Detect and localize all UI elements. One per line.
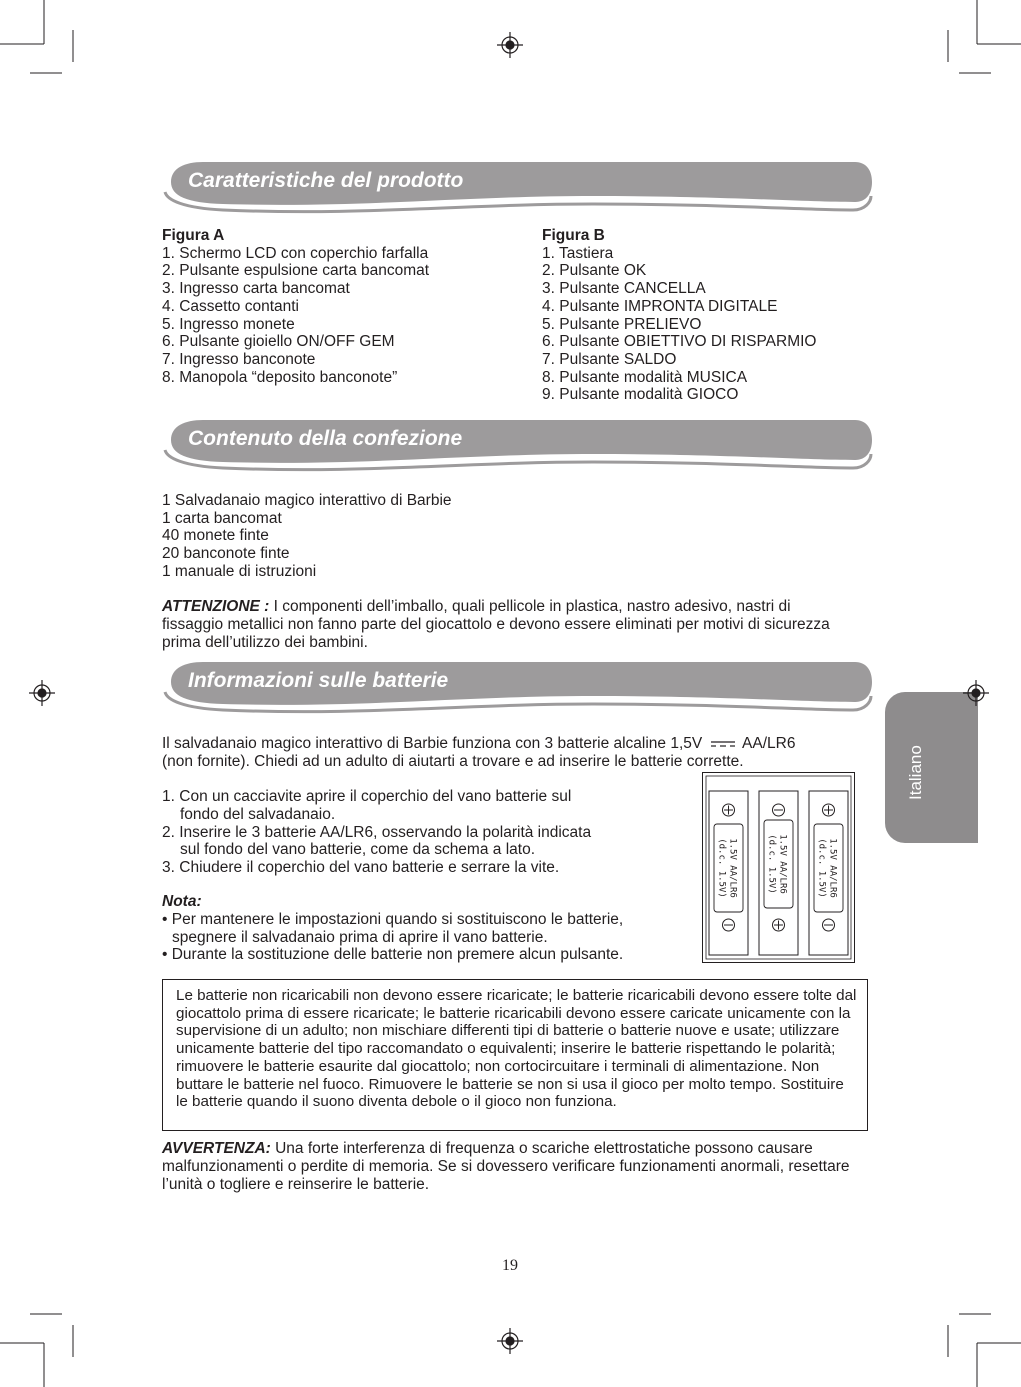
section-title: Informazioni sulle batterie bbox=[188, 669, 449, 692]
avvertenza-text: Una forte interferenza di frequenza o scariche elettrostatiche possono causare malfunzionamenti o perdite di memoria. Se si dovessero verificare funzionamenti anormali, resettare l’unità o togliere e reinserire le batterie. bbox=[162, 1140, 850, 1193]
cell-type: AA/LR6 bbox=[727, 865, 738, 898]
list-item: 3. Ingresso carta bancomat bbox=[162, 280, 350, 298]
list-item: 1 carta bancomat bbox=[162, 509, 282, 527]
svg-text:1.5V AA/LR6 bbox=[728, 838, 738, 898]
battery-intro-line2: (non fornite). Chiedi ad un adulto di aiutarti a trovare e ad inserire le batterie corrette. bbox=[162, 752, 744, 770]
list-item: 1 manuale di istruzioni bbox=[162, 562, 317, 580]
step-number: 1. bbox=[162, 788, 175, 805]
avvertenza-label: AVVERTENZA: bbox=[162, 1140, 271, 1157]
list-item: 7. Pulsante SALDO bbox=[542, 350, 677, 368]
note-bullet: • Per mantenere le impostazioni quando si sostituiscono le batterie, bbox=[162, 910, 624, 928]
section-header-features bbox=[163, 160, 873, 218]
attention-label: ATTENZIONE : bbox=[162, 598, 270, 615]
list-item: 1. Schermo LCD con coperchio farfalla bbox=[162, 244, 429, 262]
battery-compartment-diagram bbox=[702, 772, 855, 963]
list-item: 8. Manopola “deposito banconote” bbox=[162, 368, 398, 386]
cell-voltage: 1.5V bbox=[777, 834, 788, 856]
figure-a-heading: Figura A bbox=[162, 227, 225, 244]
section-title: Caratteristiche del prodotto bbox=[188, 169, 464, 192]
step-number: 3. bbox=[162, 859, 175, 877]
cell-voltage: 1.5V bbox=[727, 838, 738, 860]
step-text: sul fondo del vano batterie, come da schema a lato. bbox=[180, 841, 535, 859]
language-tab-label: Italiano bbox=[906, 745, 925, 800]
page-number: 19 bbox=[502, 1257, 518, 1274]
avvertenza-paragraph bbox=[162, 1140, 870, 1193]
battery-steps bbox=[162, 788, 682, 877]
list-item: 2. Pulsante espulsione carta bancomat bbox=[162, 262, 430, 280]
list-item: 4. Cassetto contanti bbox=[162, 297, 299, 315]
figure-b-heading: Figura B bbox=[542, 227, 605, 244]
step-text: Inserire le 3 batterie AA/LR6, osservando la polarità indicata bbox=[179, 823, 592, 841]
list-item: 8. Pulsante modalità MUSICA bbox=[542, 368, 748, 386]
list-item: 40 monete finte bbox=[162, 527, 269, 545]
note-bullet-continued: spegnere il salvadanaio prima di aprire il vano batterie. bbox=[172, 928, 548, 946]
svg-text:1.5V AA/LR6 bbox=[828, 838, 838, 898]
list-item: 9. Pulsante modalità GIOCO bbox=[542, 386, 739, 404]
note-label: Nota: bbox=[162, 893, 202, 910]
figure-a-list bbox=[162, 227, 429, 386]
cell-dc: (d.c. 1.5V) bbox=[716, 838, 727, 898]
list-item: 6. Pulsante OBIETTIVO DI RISPARMIO bbox=[542, 333, 817, 351]
battery-intro bbox=[162, 735, 862, 771]
section-title: Contenuto della confezione bbox=[188, 427, 463, 450]
cell-voltage: 1.5V bbox=[827, 838, 838, 860]
package-contents-list bbox=[162, 492, 452, 581]
dc-symbol-icon bbox=[709, 739, 737, 749]
cell-type: AA/LR6 bbox=[827, 865, 838, 898]
note-bullet: • Durante la sostituzione delle batterie non premere alcun pulsante. bbox=[162, 946, 624, 964]
list-item: 1. Tastiera bbox=[542, 244, 614, 262]
cell-dc: (d.c. 1.5V) bbox=[766, 834, 777, 894]
attention-text: I componenti dell’imballo, quali pellicole in plastica, nastro adesivo, nastri di fissaggio metallici non fanno parte del giocattolo e devono essere eliminati per motivi di sicurezza prima dell’utilizzo dei bambini. bbox=[162, 598, 830, 651]
step-text: Con un cacciavite aprire il coperchio del vano batterie sul bbox=[179, 788, 572, 805]
registration-mark-icon bbox=[962, 679, 990, 707]
list-item: 4. Pulsante IMPRONTA DIGITALE bbox=[542, 297, 778, 315]
battery-intro-text: Il salvadanaio magico interattivo di Barbie funziona con 3 batterie alcaline 1,5V bbox=[162, 735, 703, 752]
list-item: 5. Ingresso monete bbox=[162, 315, 295, 333]
list-item: 20 banconote finte bbox=[162, 545, 290, 563]
step-number: 2. bbox=[162, 823, 175, 841]
battery-type: AA/LR6 bbox=[742, 735, 796, 752]
list-item: 1 Salvadanaio magico interattivo di Barbie bbox=[162, 492, 452, 509]
cell-dc: (d.c. 1.5V) bbox=[816, 838, 827, 898]
list-item: 6. Pulsante gioiello ON/OFF GEM bbox=[162, 333, 395, 351]
battery-warning-text: Le batterie non ricaricabili non devono essere ricaricate; le batterie ricaricabili devono essere tolte dal giocattolo prima di essere ricaricate; le batterie ricaricabili devono essere caricate unicamente con la supervisione di un adulto; non mischiare differenti tipi di batterie o batterie nuove e usate; utilizzare unicamente batterie del tipo raccomandato o equivalenti; inserire le batterie rispettando le polarità; rimuovere le batterie esaurite dal giocattolo; non cortocircuitare i terminali di alimentazione. Non buttare le batterie nel fuoco. Rimuovere le batterie se non si usa il gioco per molto tempo. Sostituire le batterie quando il suono diventa debole o il gioco non funziona. bbox=[176, 987, 857, 1111]
figure-b-list bbox=[542, 227, 816, 404]
section-header-contents bbox=[163, 418, 873, 476]
attention-paragraph bbox=[162, 598, 830, 651]
list-item: 5. Pulsante PRELIEVO bbox=[542, 315, 702, 333]
step-text: Chiudere il coperchio del vano batterie e serrare la vite. bbox=[179, 859, 560, 877]
note-block bbox=[162, 893, 682, 964]
battery-warning-box bbox=[162, 979, 868, 1131]
list-item: 2. Pulsante OK bbox=[542, 262, 647, 280]
section-header-batteries bbox=[163, 660, 873, 718]
step-text: fondo del salvadanaio. bbox=[180, 805, 336, 823]
list-item: 7. Ingresso banconote bbox=[162, 350, 316, 368]
svg-text:1.5V AA/LR6 bbox=[778, 834, 788, 894]
cell-type: AA/LR6 bbox=[777, 861, 788, 894]
list-item: 3. Pulsante CANCELLA bbox=[542, 280, 706, 298]
language-tab bbox=[885, 692, 978, 843]
